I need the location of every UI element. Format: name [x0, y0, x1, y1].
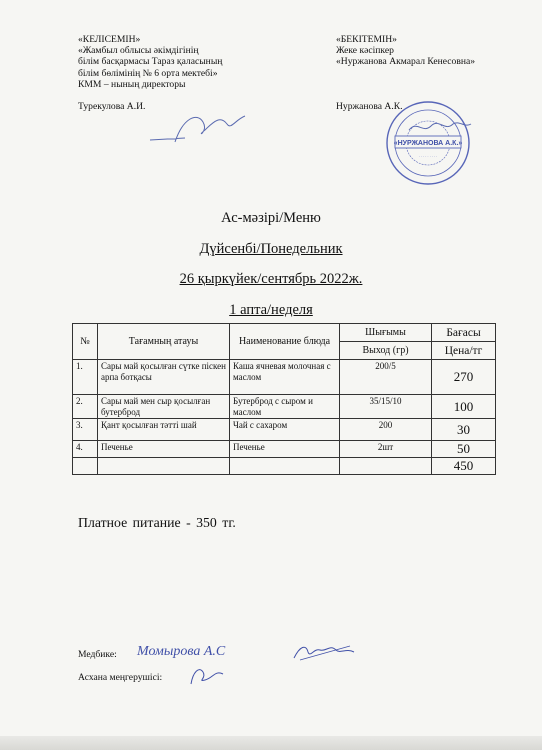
svg-text:Момырова А.С: Момырова А.С — [137, 644, 226, 659]
approval-block-left — [78, 34, 222, 112]
menu-titles — [0, 208, 542, 330]
table-total-row — [73, 458, 496, 475]
scan-edge — [0, 736, 542, 750]
dish-name-ru: Бутерброд с сыром и маслом — [230, 395, 340, 419]
table-header-row — [73, 324, 496, 342]
entrepreneur-line: «Нуржанова Акмарал Кенесовна» — [336, 56, 476, 68]
table-row — [73, 419, 496, 441]
official-stamp — [385, 100, 471, 186]
date-title: 26 қыркүйек/сентябрь 2022ж. — [179, 271, 363, 287]
row-num: 3. — [73, 419, 98, 441]
nurse-signature-text — [135, 636, 245, 662]
table-row — [73, 395, 496, 419]
entrepreneur-line: Жеке кәсіпкер — [336, 45, 394, 57]
approved-title: «БЕКІТЕМІН» — [336, 34, 397, 45]
entrepreneur-name: Нуржанова А.К. — [336, 100, 403, 112]
total-price: 450 — [432, 458, 496, 475]
nurse-label: Медбике: — [78, 649, 117, 660]
dish-price: 50 — [432, 441, 496, 458]
dish-yield: 35/15/10 — [340, 395, 432, 419]
menu-title: Ас-мәзірі/Меню — [221, 210, 321, 226]
paid-note: Платное питание - 350 тг. — [78, 515, 236, 530]
col-num-header: № — [73, 324, 98, 360]
org-line: білім бөлімінің № 6 орта мектебі» — [78, 67, 218, 79]
table-row — [73, 441, 496, 458]
row-num: 2. — [73, 395, 98, 419]
dish-yield: 200 — [340, 419, 432, 441]
canteen-head-signature — [185, 662, 230, 688]
table-row — [73, 360, 496, 395]
canteen-head-label: Асхана меңгерушісі: — [78, 672, 163, 683]
col-yield-ru-header: Выход (гр) — [340, 342, 432, 360]
dish-name-ru: Каша ячневая молочная с маслом — [230, 360, 340, 395]
dish-yield: 2шт — [340, 441, 432, 458]
director-name: Турекулова А.И. — [78, 101, 146, 113]
dish-yield: 200/5 — [340, 360, 432, 395]
dish-name-kz: Қант қосылған тәтті шай — [98, 419, 230, 441]
org-line: білім басқармасы Тараз қаласының — [78, 56, 223, 68]
menu-table — [72, 323, 496, 475]
col-price-ru-header: Цена/тг — [432, 342, 496, 360]
col-name-kz-header: Тағамның атауы — [98, 324, 230, 360]
agreed-title: «КЕЛІСЕМІН» — [78, 34, 141, 45]
director-signature — [145, 108, 250, 148]
col-yield-kz-header: Шығымы — [340, 324, 432, 342]
org-line: КММ – нының директоры — [78, 78, 186, 90]
dish-name-ru: Чай с сахаром — [230, 419, 340, 441]
dish-name-kz: Сары май қосылған сүтке піскен арпа ботқасы — [98, 360, 230, 395]
stamp-decor: · · · · · · · · · — [418, 155, 438, 159]
col-price-kz-header: Бағасы — [432, 324, 496, 342]
dish-price: 270 — [432, 360, 496, 395]
week-title: 1 апта/неделя — [229, 301, 313, 318]
day-title: Дүйсенбі/Понедельник — [199, 240, 343, 257]
row-num: 1. — [73, 360, 98, 395]
nurse-signature — [290, 640, 360, 664]
org-line: «Жамбыл облысы әкімдігінің — [78, 45, 199, 57]
dish-name-kz: Сары май мен сыр қосылған бутерброд — [98, 395, 230, 419]
row-num: 4. — [73, 441, 98, 458]
dish-price: 100 — [432, 395, 496, 419]
dish-name-ru: Печенье — [230, 441, 340, 458]
col-name-ru-header: Наименование блюда — [230, 324, 340, 360]
dish-name-kz: Печенье — [98, 441, 230, 458]
dish-price: 30 — [432, 419, 496, 441]
stamp-text: «НУРЖАНОВА А.К.» — [393, 140, 463, 147]
